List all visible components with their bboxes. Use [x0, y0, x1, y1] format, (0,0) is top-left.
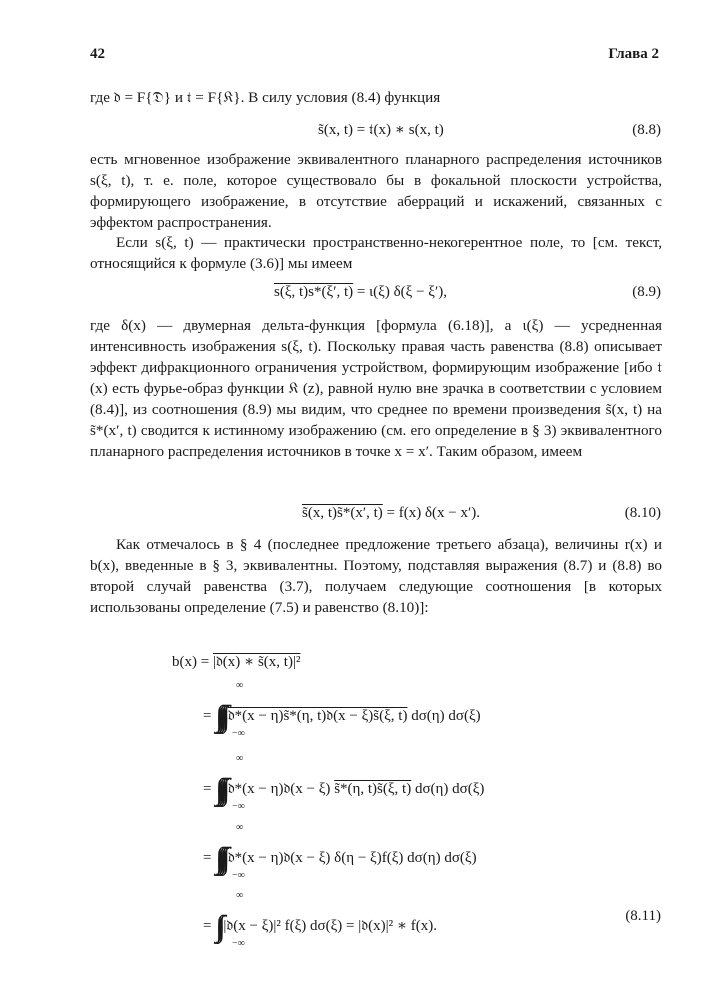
intro-line: где 𝔡 = F{𝔇} и 𝔱 = F{𝔎}. В силу условия (8.4) функция: [90, 89, 441, 106]
eq-8-11-line-2-averaged: 𝔡*(x − η)s̃*(η, t)𝔡(x − ξ)s̃(ξ, t): [227, 708, 408, 724]
integral-lower-limit: −∞: [232, 870, 245, 881]
equation-number-8-9: (8.9): [632, 284, 661, 300]
eq-8-9-averaged-term: s(ξ, t)s*(ξ′, t): [274, 284, 354, 300]
paragraph-substitution: Как отмечалось в § 4 (последнее предложение третьего абзаца), величины r(x) и b(x), введенные в § 3, эквивалентны. Поэтому, подставляя выражения (8.7) и (8.8) во второй случай равенства (3.7), получаем следующие соотношения [в которых использованы определение (7.5) и равенство (8.10)]:: [90, 536, 662, 616]
eq-8-9-rhs: = ι(ξ) δ(ξ − ξ′),: [353, 284, 448, 300]
equation-8-11-line-5: [203, 906, 438, 943]
integral-upper-limit: ∞: [236, 890, 244, 901]
eq-8-10-averaged-term: s̃(x, t)s̃*(x′, t): [302, 505, 383, 521]
integral-upper-limit: ∞: [236, 753, 244, 764]
integral-upper-limit: ∞: [236, 822, 244, 833]
quadruple-integral-icon: ∫∫∫∫: [215, 773, 225, 806]
eq-sign: =: [203, 708, 212, 724]
equation-number-8-10: (8.10): [624, 505, 661, 521]
paragraph-incoherent-field: Если s(ξ, t) — практически пространственно-некогерентное поле, то [см. текст, относящийся к формуле (3.6)] мы имеем: [90, 234, 662, 272]
equation-8-11-line-4: [203, 838, 477, 875]
integral-lower-limit: −∞: [232, 728, 245, 739]
quadruple-integral-icon: ∫∫∫∫: [215, 700, 225, 733]
chapter-header: Глава 2: [608, 46, 659, 62]
equation-8-11-line-3: [203, 769, 485, 806]
eq-8-11-line-2-rest: dσ(η) dσ(ξ): [407, 708, 481, 724]
eq-8-11-averaged-convolution: |𝔡(x) ∗ s̃(x, t)|²: [212, 654, 301, 670]
eq-8-11-line-3-averaged: s̃*(η, t)s̃(ξ, t): [334, 781, 412, 797]
eq-8-11-line-4-body: 𝔡*(x − η)𝔡(x − ξ) δ(η − ξ)f(ξ) dσ(η) dσ(ξ): [227, 850, 477, 866]
double-integral-icon: ∫∫: [215, 910, 220, 943]
equation-number-8-11: (8.11): [625, 908, 661, 924]
equation-8-11-line-1: [172, 652, 300, 673]
eq-8-11-lhs: b(x) =: [172, 654, 213, 670]
integral-upper-limit: ∞: [236, 680, 244, 691]
eq-8-10-rhs: = f(x) δ(x − x′).: [382, 505, 481, 521]
eq-sign: =: [203, 781, 212, 797]
eq-8-11-line-3-rest: dσ(η) dσ(ξ): [411, 781, 485, 797]
page-number: 42: [90, 46, 105, 62]
eq-8-11-line-3-pre: 𝔡*(x − η)𝔡(x − ξ): [227, 781, 335, 797]
eq-sign: =: [203, 918, 212, 934]
integral-lower-limit: −∞: [232, 801, 245, 812]
equation-8-8: s̃(x, t) = 𝔱(x) ∗ s(x, t): [318, 122, 444, 138]
paragraph-delta-function: где δ(x) — двумерная дельта-функция [формула (6.18)], а ι(ξ) — усредненная интенсивность изображения s(ξ, t). Поскольку правая часть равенства (8.8) описывает эффект дифракционного ограничения устройством, формирующим изображение [ибо 𝔱 (x) есть фурье-образ функции 𝔎 (z), равной нулю вне зрачка в соответствии с условием (8.4)], из соотношения (8.9) мы видим, что среднее по времени произведения s̃(x, t) на s̃*(x′, t) сводится к истинному изображению (см. его определение в § 3) эквивалентного планарного распределения источников в точке x = x′. Таким образом, имеем: [90, 317, 662, 460]
paragraph-instant-image: есть мгновенное изображение эквивалентного планарного распределения источников s(ξ, t), т. е. поле, которое существовало бы в фокальной плоскости устройства, формирующего изображение, в отсутствие аберраций и искажений, связанных с эффектом распространения.: [90, 151, 662, 231]
equation-8-9: [274, 282, 447, 303]
equation-8-10: [302, 503, 480, 524]
quadruple-integral-icon: ∫∫∫∫: [215, 842, 225, 875]
eq-8-11-line-5-body: |𝔡(x − ξ)|² f(ξ) dσ(ξ) = |𝔡(x)|² ∗ f(x).: [223, 918, 438, 934]
integral-lower-limit: −∞: [232, 938, 245, 949]
eq-sign: =: [203, 850, 212, 866]
equation-8-11-line-2: [203, 696, 481, 733]
equation-number-8-8: (8.8): [632, 122, 661, 138]
